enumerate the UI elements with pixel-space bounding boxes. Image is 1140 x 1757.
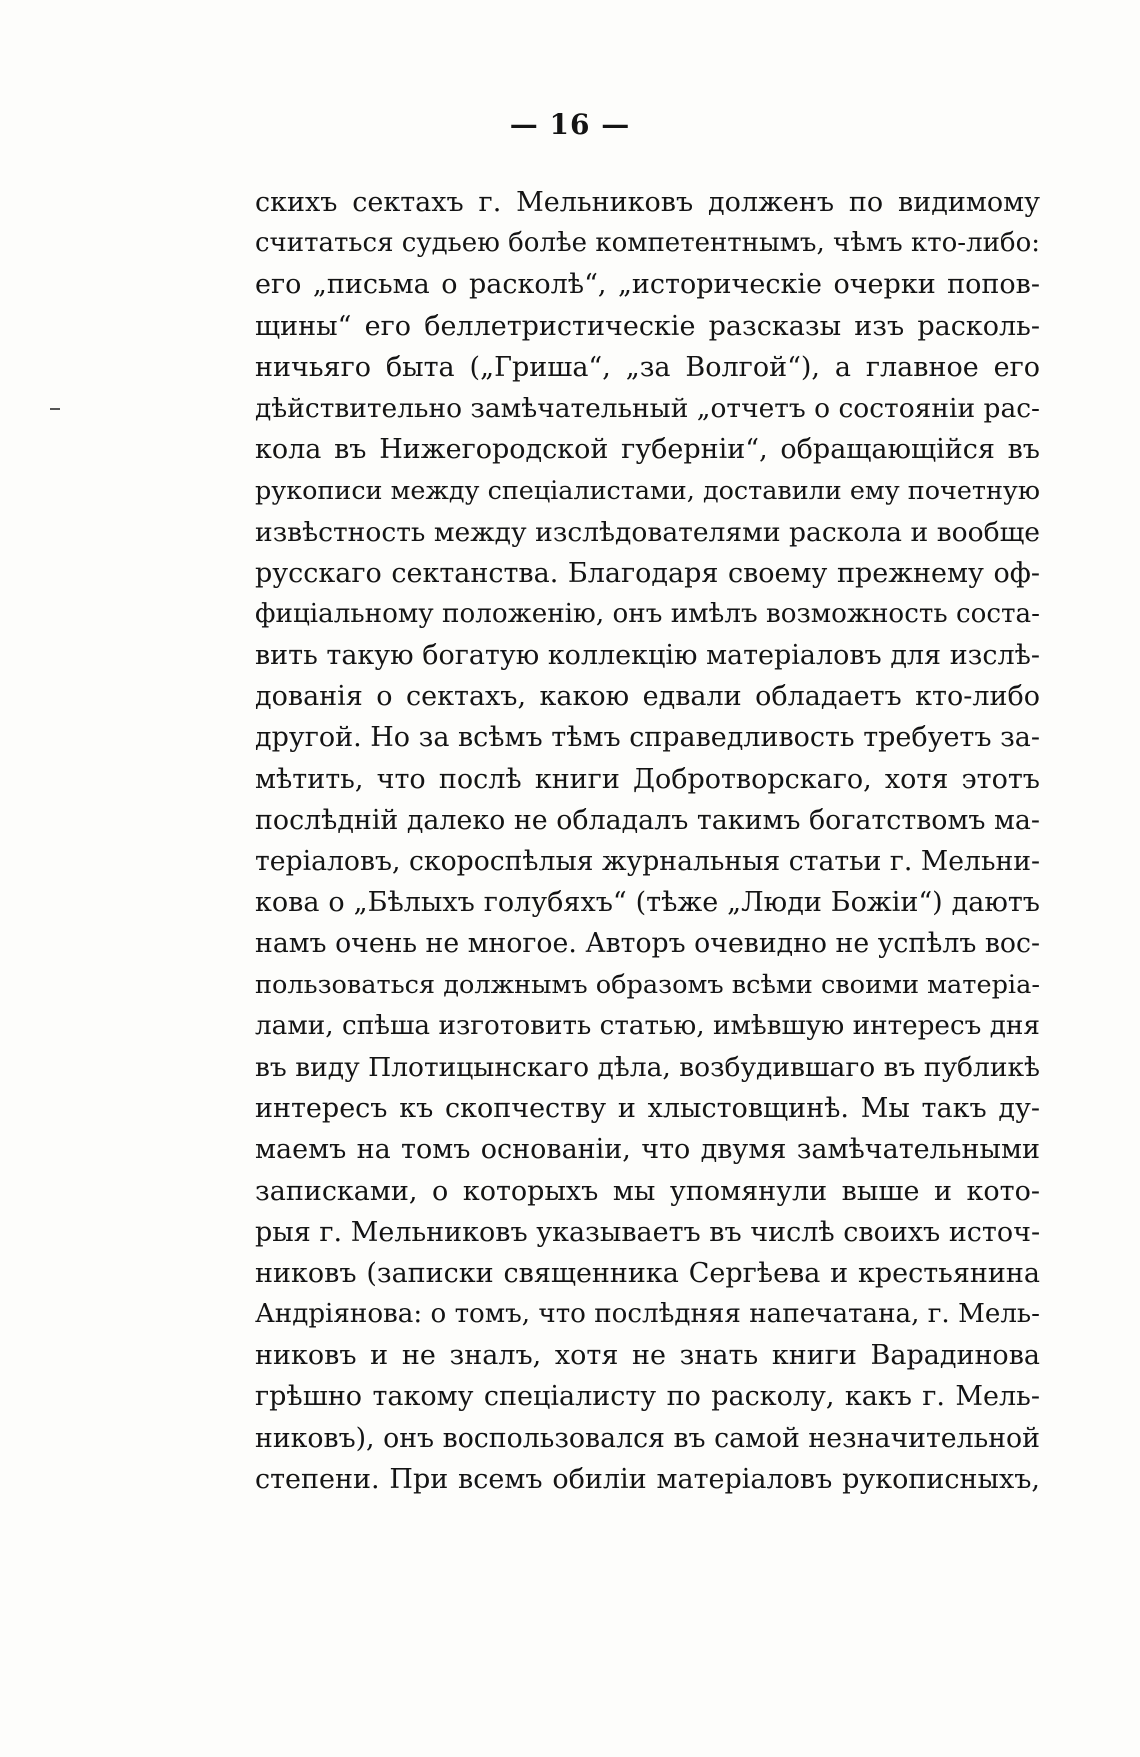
- text-line: интересъ къ скопчеству и хлыстовщинѣ. Мы такъ ду-: [255, 1093, 1040, 1125]
- text-line: теріаловъ, скороспѣлыя журнальныя статьи г. Мельни-: [255, 846, 1040, 877]
- text-line: грѣшно такому спеціалисту по расколу, какъ г. Мель-: [255, 1381, 1040, 1413]
- text-line: пользоваться должнымъ образомъ всѣми своими матеріа-: [255, 969, 1040, 1000]
- body-text: [255, 182, 1040, 1500]
- text-line: считаться судьею болѣе компетентнымъ, чѣмъ кто-либо:: [255, 228, 1040, 259]
- text-line: въ виду Плотицынскаго дѣла, возбудившаго въ публикѣ: [255, 1051, 1040, 1083]
- text-line: записками, о которыхъ мы упомянули выше и кото-: [255, 1175, 1040, 1207]
- text-line: щины“ его беллетристическіе разсказы изъ расколь-: [255, 310, 1040, 342]
- margin-mark: [50, 408, 60, 410]
- text-line: дѣйствительно замѣчательный „отчетъ о состояніи рас-: [255, 392, 1040, 424]
- text-line: другой. Но за всѣмъ тѣмъ справедливость требуетъ за-: [255, 722, 1040, 754]
- text-line: его „письма о расколѣ“, „историческіе очерки попов-: [255, 269, 1040, 301]
- text-line: ничьяго быта („Гриша“, „за Волгой“), а главное его: [255, 351, 1040, 383]
- text-line: степени. При всемъ обиліи матеріаловъ рукописныхъ,: [255, 1463, 1040, 1495]
- text-line: вить такую богатую коллекцію матеріаловъ для изслѣ-: [255, 640, 1040, 672]
- text-line: русскаго сектанства. Благодаря своему прежнему оф-: [255, 557, 1040, 589]
- text-line: рыя г. Мельниковъ указываетъ въ числѣ своихъ источ-: [255, 1216, 1041, 1248]
- text-line: намъ очень не многое. Авторъ очевидно не успѣлъ вос-: [255, 928, 1040, 960]
- text-line: Андріянова: о томъ, что послѣдняя напечатана, г. Мель-: [255, 1299, 1040, 1330]
- text-line: скихъ сектахъ г. Мельниковъ долженъ по видимому: [255, 187, 1040, 218]
- text-line: фиціальному положенію, онъ имѣлъ возможность соста-: [255, 598, 1040, 629]
- text-line: никовъ), онъ воспользовался въ самой незначительной: [255, 1422, 1040, 1454]
- text-line: лами, спѣша изготовить статью, имѣвшую интересъ дня: [255, 1010, 1040, 1041]
- text-line: мѣтить, что послѣ книги Добротворскаго, хотя этотъ: [255, 763, 1040, 795]
- text-line: кола въ Нижегородской губерніи“, обращающійся въ: [255, 434, 1040, 466]
- text-line: маемъ на томъ основаніи, что двумя замѣчательными: [255, 1134, 1040, 1166]
- text-line: рукописи между спеціалистами, доставили ему почетную: [255, 475, 1040, 506]
- text-line: кова о „Бѣлыхъ голубяхъ“ (тѣже „Люди Божіи“) даютъ: [255, 887, 1040, 919]
- page-number: — 16 —: [509, 108, 631, 141]
- text-line: никовъ (записки священника Сергѣева и крестьянина: [255, 1257, 1040, 1289]
- text-line: извѣстность между изслѣдователями раскола и вообще: [255, 516, 1040, 548]
- text-line: дованія о сектахъ, какою едвали обладаетъ кто-либо: [255, 681, 1040, 713]
- text-line: никовъ и не зналъ, хотя не знать книги Варадинова: [255, 1340, 1040, 1372]
- text-line: послѣдній далеко не обладалъ такимъ богатствомъ ма-: [255, 804, 1040, 836]
